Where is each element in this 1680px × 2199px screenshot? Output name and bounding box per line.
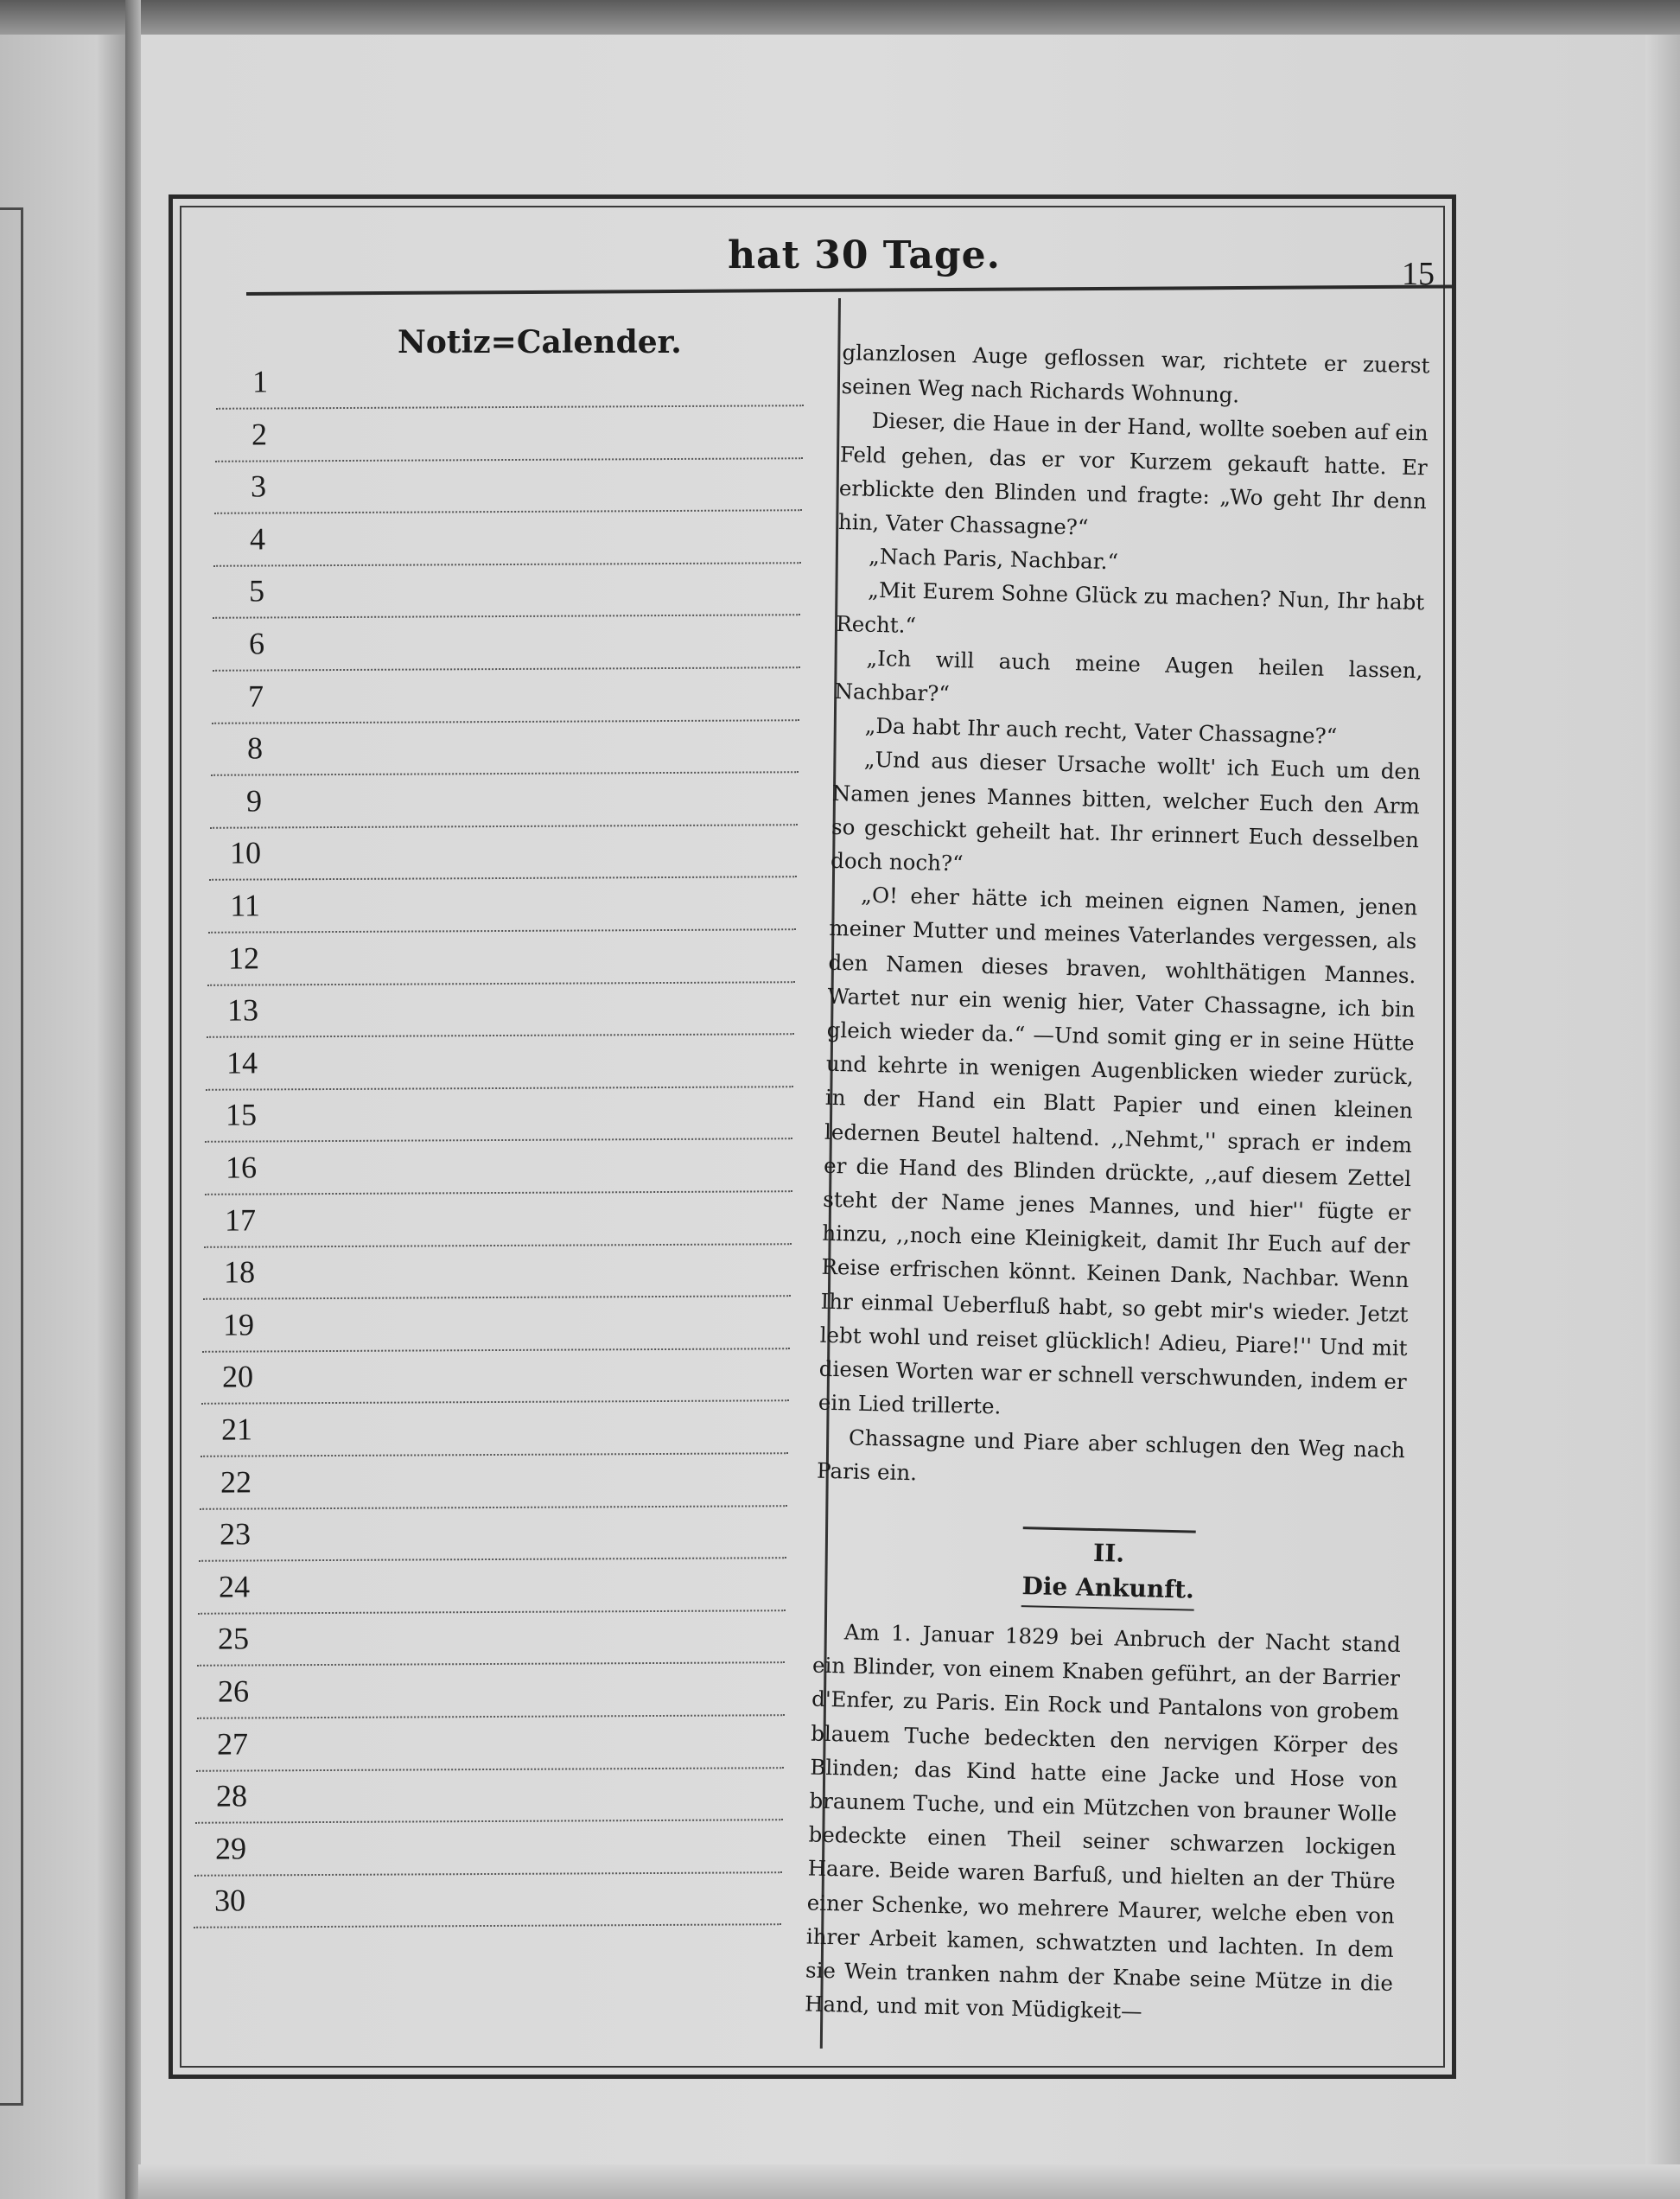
story-paragraph: Chassagne und Piare aber schlugen den Weg nach Paris ein. [816,1424,1406,1485]
scan-top-shadow [0,0,1680,35]
calendar-row [189,1566,794,1604]
calendar-row [204,571,809,609]
calendar-day-number: 10 [229,835,261,871]
calendar-row [194,1200,799,1238]
story-part-1 [817,335,1430,1501]
calendar-day-number: 2 [251,417,268,452]
calendar-row [202,676,807,714]
story-paragraph: „Ich will auch meine Augen heilen lassen, Nachbar?“ [834,645,1423,706]
story-paragraph: „Und aus dieser Ursache wollt' ich Euch um den Namen jenes Mannes bitten, welcher Euch den Arm so geschickt geheilt hat. Ihr erinnert Euch desselben doch noch?“ [830,747,1422,876]
calendar-title: Notiz=Calender. [398,324,682,360]
calendar-row [190,1514,795,1552]
story-paragraph: glanzlosen Auge geflossen war, richtete er zuerst seinen Weg nach Richards Wohnung. [841,339,1430,408]
calendar-row [207,361,812,399]
calendar-day-number: 23 [220,1516,251,1552]
calendar-day-number: 27 [216,1726,248,1762]
calendar-row [194,1304,799,1342]
calendar-day-number: 28 [215,1778,247,1813]
calendar-row [202,728,807,766]
calendar-row [195,1147,800,1185]
calendar-row [196,1095,801,1133]
page-bottom-shadow [138,2164,1680,2199]
calendar-day-number: 11 [230,888,261,923]
calendar-row [205,519,810,557]
calendar-day-number: 12 [227,940,260,976]
calendar-row [197,1042,802,1080]
calendar-day-number: 1 [251,364,269,399]
calendar-day-number: 22 [220,1464,252,1500]
book-gutter [125,0,141,2199]
calendar-day-number: 14 [226,1045,258,1080]
calendar-day-number: 19 [222,1307,254,1342]
calendar-day-number: 30 [213,1883,245,1919]
calendar-row [192,1409,797,1447]
story-paragraph: Am 1. Januar 1829 bei Anbruch der Nacht stand ein Blinder, von einem Knaben geführt, an der Barrier d'Enfer, zu Paris. Ein Rock und Pantalons von grobem blauem Tuche bedeckten den nervigen Körper des Blinden; das Kind hatte eine Jacke und Hose von braunem Tuche, und ein Mützchen von brauner Wolle bedeckte einen Theil seiner schwarzen lockigen Haare. Beide waren Barfuß, und hielten an der Thüre einer Schenke, wo mehrere Maurer, welche eben von ihrer Arbeit kamen, schwatzten und lachten. In dem sie Wein tranken nahm der Knabe seine Mütze in die Hand, und mit von Müdigkeit— [804,1619,1402,2024]
facing-page-frame [0,207,23,2106]
calendar-row [191,1462,796,1500]
calendar-row [203,623,808,661]
calendar-row [187,1724,792,1762]
calendar-row [201,781,806,819]
calendar-day-number: 25 [218,1621,250,1657]
story-part-2 [805,1615,1401,2035]
section-number: II. [1092,1538,1125,1568]
calendar-day-number: 3 [251,468,267,504]
calendar-day-number: 6 [248,626,264,661]
calendar-day-number: 24 [219,1569,251,1604]
calendar-row [198,990,803,1028]
calendar-row [193,1357,798,1395]
calendar-day-number: 20 [221,1359,253,1395]
calendar-day-number: 16 [225,1150,257,1185]
calendar-day-number: 29 [214,1831,246,1866]
calendar-row [188,1619,793,1657]
section-rule [1023,1527,1196,1533]
calendar-day-number: 15 [226,1097,258,1133]
story-paragraph: „Da habt Ihr auch recht, Vater Chassagne?“ [864,712,1338,749]
section-title: Die Ankunft. [1021,1571,1195,1604]
story-paragraph: „Mit Eurem Sohne Glück zu machen? Nun, Ihr habt Recht.“ [836,577,1425,638]
calendar-day-number: 26 [217,1673,249,1709]
calendar-day-number: 5 [249,573,265,609]
calendar-row [185,1881,790,1919]
story-paragraph: „O! eher hätte ich meinen eignen Namen, jenen meiner Mutter und meines Vaterlandes vergessen, als den Namen dieses braven, wohlthätigen Mannes. Wartet nur ein wenig hier, Vater Chassagne, ich bin gleich wieder da.“ —Und somit ging er in seine Hütte und kehrte in wenigen Augenblicken wieder zurück, in der Hand ein Blatt Papier und einen kleinen ledernen Beutel haltend. ,,Nehmt,'' sprach er indem er die Hand des Blinden drückte, ,,auf diesem Zettel steht der Name jenes Mannes, und hier'' fügte er hinzu, ,,noch eine Kleinigkeit, damit Ihr Euch auf der Reise erfrischen könnt. Keinen Dank, Nachbar. Wenn Ihr einmal Ueberfluß habt, so gebt mir's wieder. Jetzt lebt wohl und reiset glücklich! Adieu, Piare!'' Und mit diesen Worten war er schnell verschwunden, indem er ein Lied trillerte. [818,882,1418,1419]
calendar-row [207,414,811,452]
calendar-row [188,1671,792,1709]
calendar-day-number: 7 [247,679,264,714]
running-head: hat 30 Tage. [728,233,1001,277]
calendar-row [200,833,805,871]
calendar-row [194,1252,799,1290]
calendar-row [186,1828,791,1866]
story-column [805,335,1430,2034]
calendar-day-number: 21 [220,1412,253,1447]
story-paragraph: Dieser, die Haue in der Hand, wollte soeben auf ein Feld gehen, das er vor Kurzem gekauft hatte. Er erblickte den Blinden und fragte: „Wo geht Ihr denn hin, Vater Chassagne?“ [837,408,1429,540]
calendar-row [199,938,804,976]
calendar-day-number: 9 [245,783,262,819]
calendar-day-number: 13 [227,992,259,1028]
calendar-row [187,1775,792,1813]
page-right-edge [1645,35,1680,2199]
calendar-row [206,466,811,504]
page-number: 15 [1402,256,1435,292]
calendar-day-number: 18 [223,1254,255,1290]
calendar-day-number: 8 [246,730,263,766]
calendar-day-number: 4 [250,521,266,557]
calendar-row [200,885,805,923]
facing-page-edge [0,35,138,2199]
story-paragraph: „Nach Paris, Nachbar.“ [868,543,1119,575]
calendar-day-number: 17 [224,1202,256,1238]
